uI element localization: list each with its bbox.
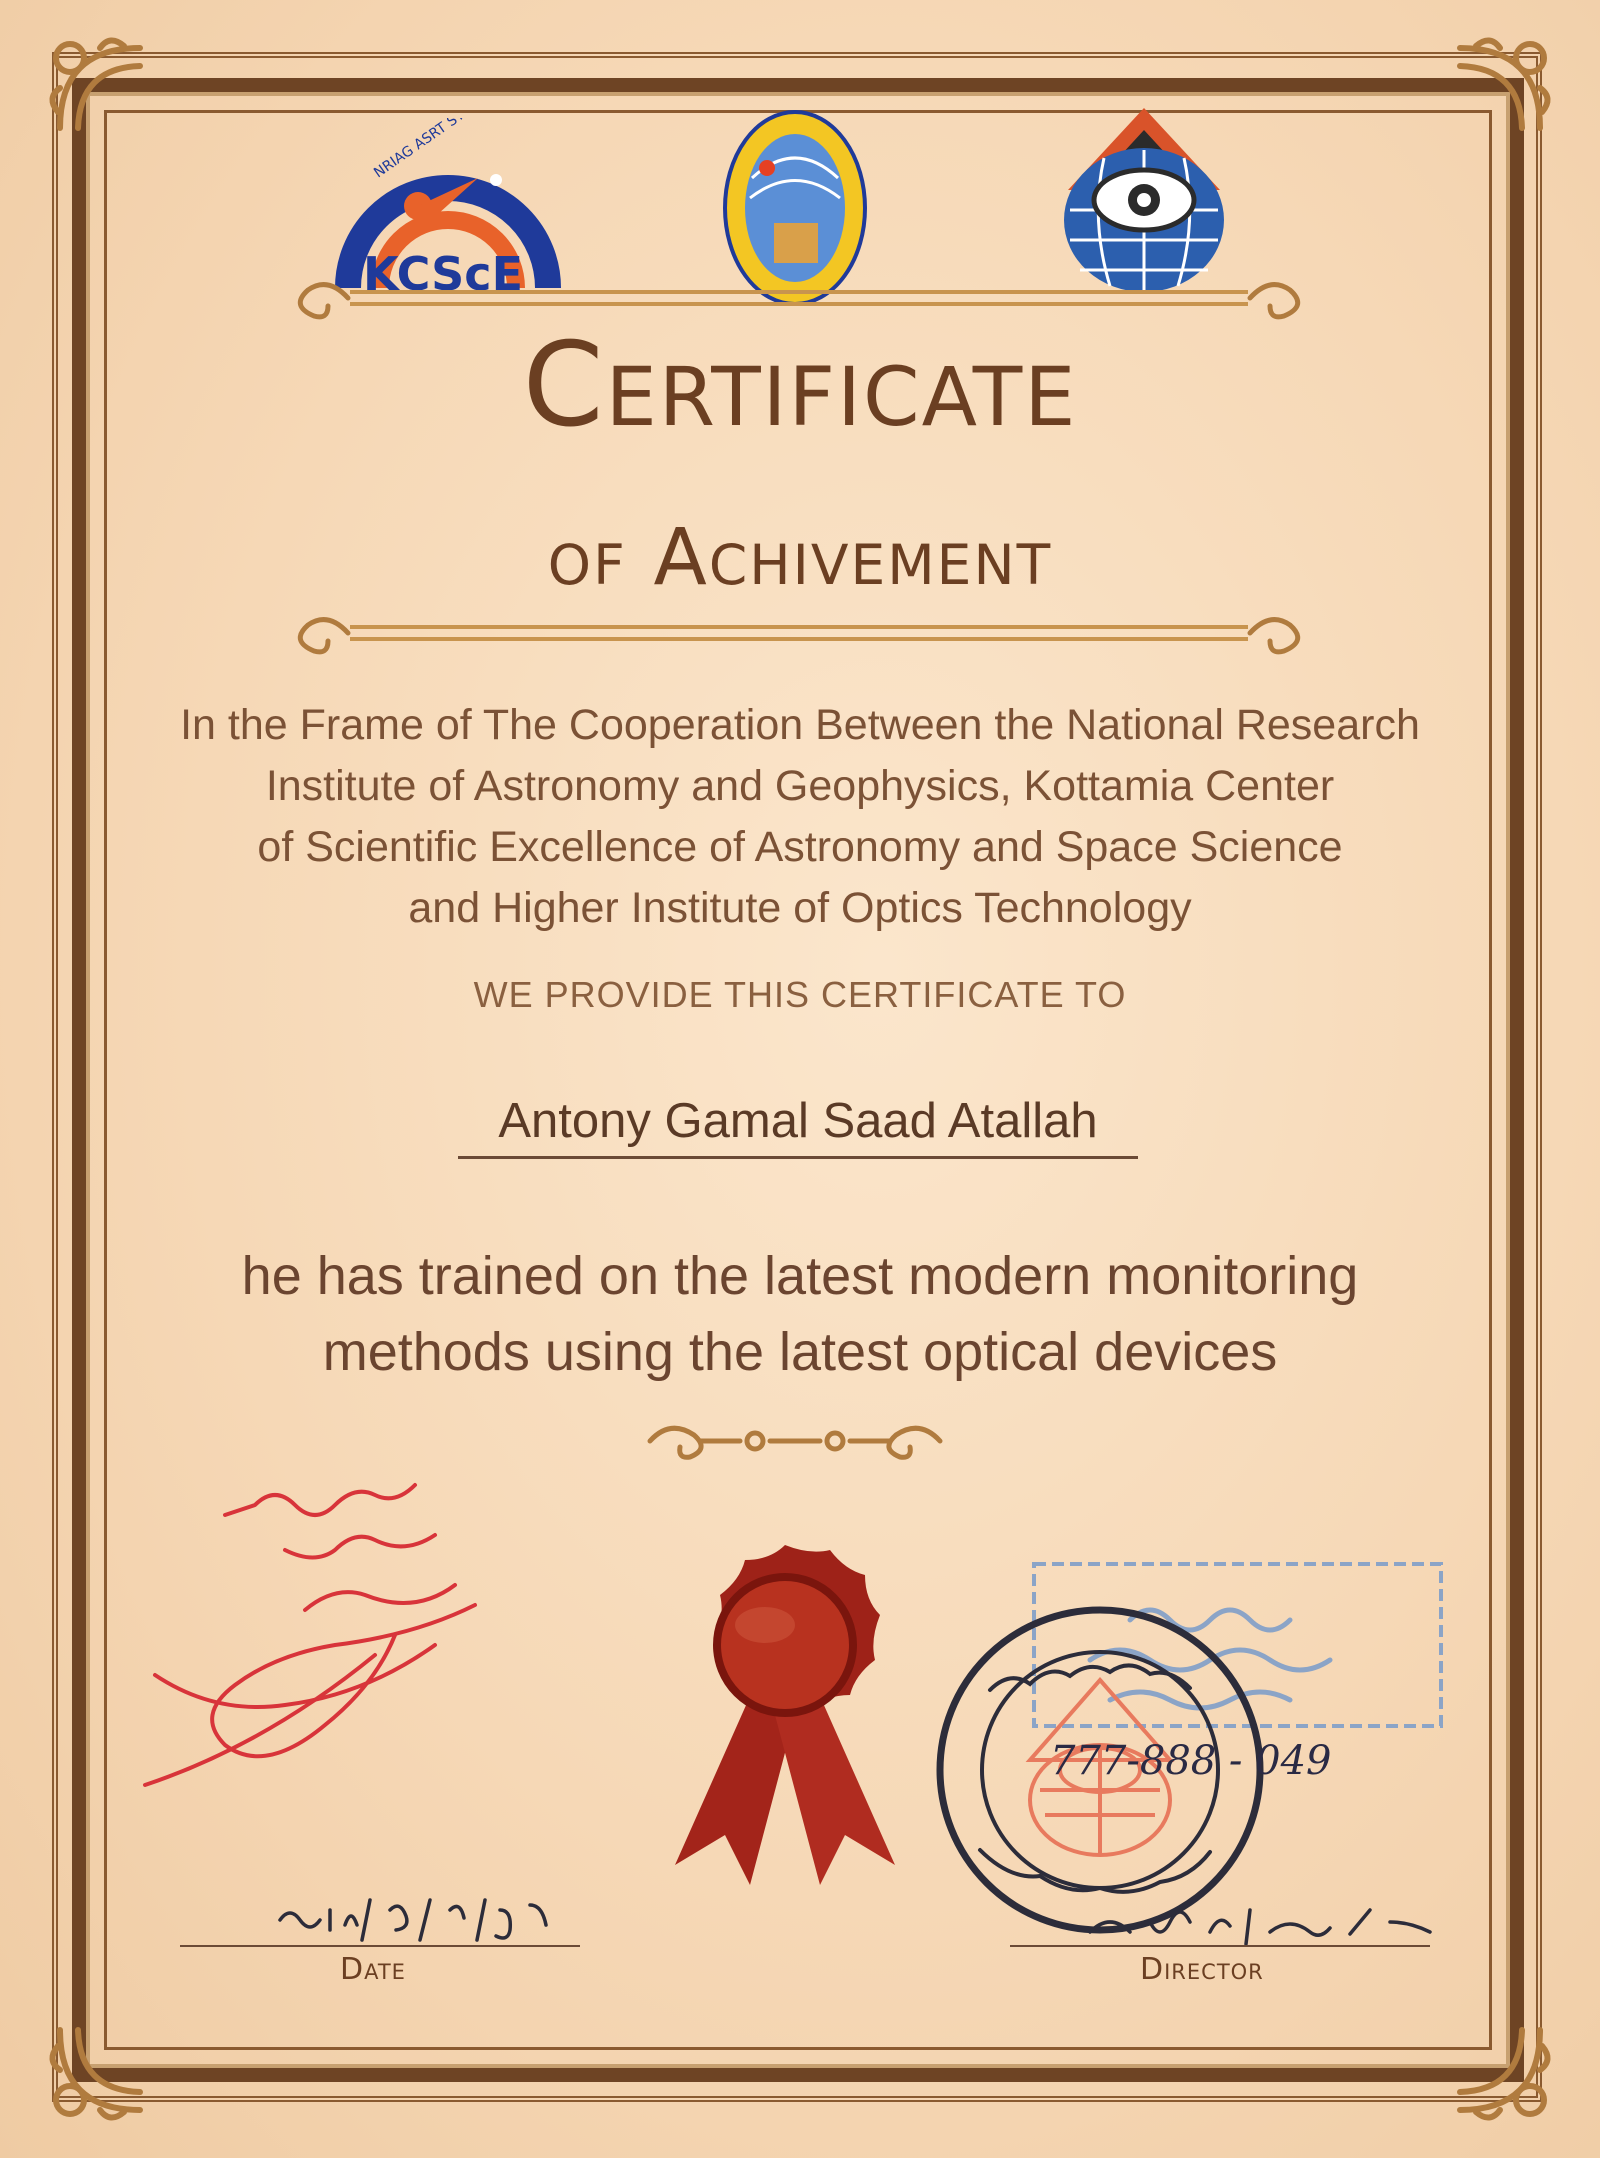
cooperation-line: and Higher Institute of Optics Technology [408,884,1192,932]
kcsce-ring-text: NRIAG ASRT STDF [371,118,484,182]
corner-ornament-icon [1440,28,1560,148]
achievement-line: methods using the latest optical devices [322,1322,1278,1382]
certificate-title: Certificate [522,318,1078,453]
handwritten-date [270,1880,580,1950]
handwritten-signature-left [115,1455,535,1875]
achievement-paragraph [120,1238,1480,1390]
kcsce-logo-text: KCScE [362,247,524,298]
recipient-name: Antony Gamal Saad Atallah [458,1086,1138,1159]
corner-ornament-icon [40,28,160,148]
cooperation-line: In the Frame of The Cooperation Between the National Research [180,701,1420,749]
corner-ornament-icon [40,2010,160,2130]
ornamental-divider [270,605,1328,663]
stamp-number: 777-888 - 049 [1050,1738,1332,1784]
cooperation-paragraph [120,695,1480,939]
small-ornament [630,1415,960,1467]
certificate-subtitle: of Achivement [547,513,1053,603]
date-label: Date [340,1952,406,1987]
wax-seal-icon [635,1535,935,1895]
date-signature-line [180,1945,580,1947]
director-signature-line [1010,1945,1430,1947]
corner-ornament-icon [1440,2010,1560,2130]
cooperation-line: Institute of Astronomy and Geophysics, Kottamia Center [265,762,1335,810]
provide-statement: WE PROVIDE THIS CERTIFICATE TO [473,974,1127,1015]
cooperation-line: of Scientific Excellence of Astronomy and Space Science [257,823,1343,871]
achievement-line: he has trained on the latest modern monitoring [241,1246,1359,1306]
director-label: Director [1140,1952,1264,1987]
handwritten-director-note [1080,1892,1460,1952]
